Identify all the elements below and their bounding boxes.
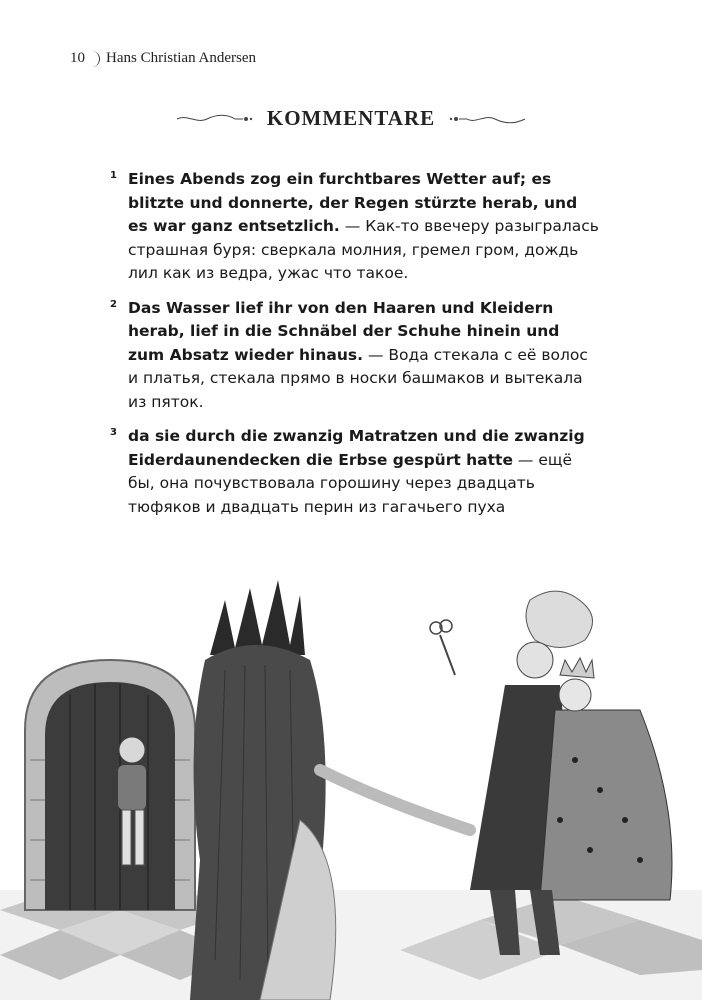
note-item [110,297,600,415]
note-german-text: da sie durch die zwanzig Matratzen und die zwanzig Eiderdaunendecken die Erbse gespürt hatte [128,427,585,469]
page-bracket-ornament [91,51,100,67]
running-head-author: Hans Christian Andersen [106,50,256,66]
princess-illustration [0,560,702,1000]
right-flourish-icon [449,111,527,127]
note-item [110,168,600,286]
note-german-text: Eines Abends zog ein furchtbares Wetter auf; es blitzte und donnerte, der Regen stürzte herab, und es war ganz entsetzlich. [128,170,578,235]
note-number: 3 [110,427,117,438]
note-number: 1 [110,170,117,181]
note-number: 2 [110,298,117,310]
note-translation: — Как-то ввечеру разыгралась страшная буря: сверкала молния, гремел гром, дождь лил как из ведра, ужас что такое. [128,217,599,282]
section-title: KOMMENTARE [266,106,436,130]
note-item [110,425,600,519]
page-number: 10 [70,50,85,66]
commentary-notes [110,168,600,530]
stone-archway [25,660,195,910]
note-translation: — ещё бы, она почувствовала горошину через двадцать тюфяков и двадцать перин из гагачьего пуха [128,450,573,516]
section-heading [0,106,702,131]
running-head [70,50,256,67]
note-german-text: Das Wasser lief ihr von den Haaren und Kleidern herab, lief in die Schnäbel der Schuhe hinein und zum Absatz wieder hinaus. [128,298,560,364]
note-translation: — Вода стекала с её волос и платья, стекала прямо в носки башмаков и вытекала из пяток. [128,345,588,411]
left-flourish-icon [175,111,253,127]
